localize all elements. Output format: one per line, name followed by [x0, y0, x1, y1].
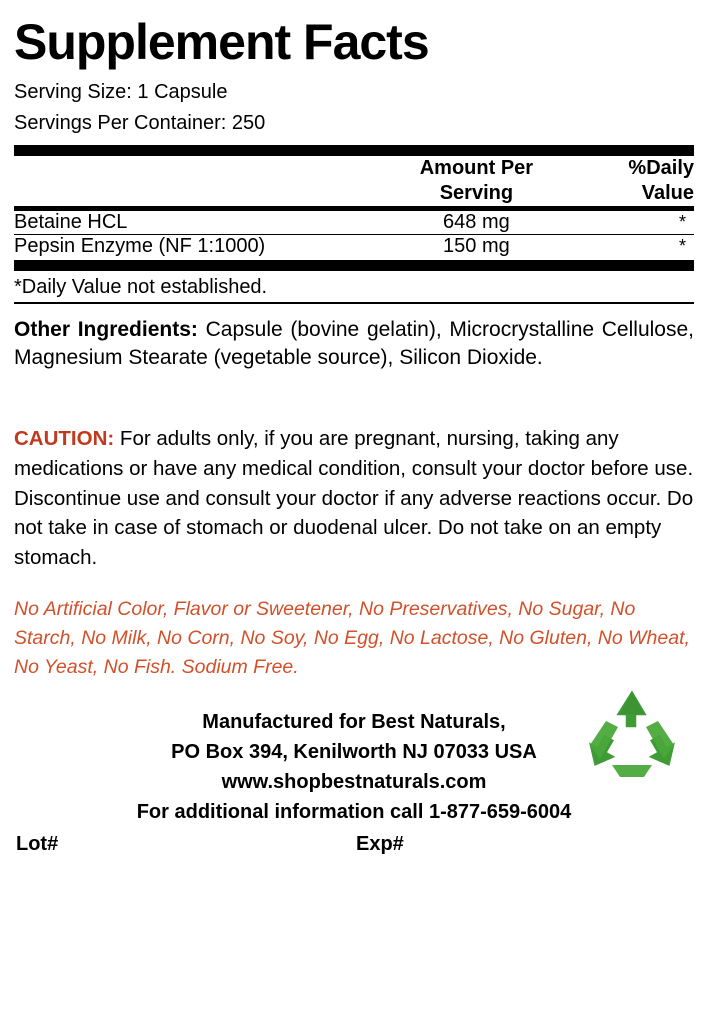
caution-text: For adults only, if you are pregnant, nursing, taking any medications or have any medical condition, consult your doctor before use. Discontinue use and consult your doctor if any adverse reactions occur. Do not take in case of stomach or duodenal ulcer. Do not take on an empty stomach.: [14, 427, 694, 570]
table-header-row: [14, 156, 694, 206]
serving-size-text: Serving Size: 1 Capsule: [14, 80, 228, 103]
caution-block: [14, 424, 694, 573]
free-from-claims: No Artificial Color, Flavor or Sweetener, No Preservatives, No Sugar, No Starch, No Milk, No Corn, No Soy, No Egg, No Lactose, No Gluten, No Wheat, No Yeast, No Fish. Sodium Free.: [14, 597, 690, 679]
table-row: [14, 211, 694, 235]
row-1-name: Pepsin Enzyme (NF 1:1000): [14, 234, 266, 257]
table-row: [14, 235, 694, 258]
divider-thick-top: [14, 145, 694, 156]
row-1-daily-value: *: [678, 235, 686, 256]
header-dv-line2: Value: [641, 181, 694, 204]
header-amount-line2: Serving: [439, 181, 514, 204]
page-title: Supplement Facts: [14, 14, 429, 70]
manufacturer-footer: [14, 707, 694, 827]
footer-line-website[interactable]: www.shopbestnaturals.com: [221, 770, 487, 793]
row-1-amount: 150 mg: [443, 234, 510, 257]
row-0-daily-value: *: [678, 211, 686, 232]
divider-below-footnote: [14, 302, 694, 304]
divider-thick-bottom: [14, 260, 694, 271]
daily-value-footnote: *Daily Value not established.: [14, 275, 268, 298]
exp-label: Exp#: [356, 832, 404, 855]
servings-per-container-text: Servings Per Container: 250: [14, 111, 266, 134]
recycle-icon: [580, 685, 684, 781]
header-dv-line1: %Daily: [628, 156, 694, 179]
footer-line-phone: For additional information call 1-877-659-6004: [136, 800, 572, 823]
header-nutrient: [14, 156, 381, 206]
other-ingredients: [14, 316, 694, 373]
lot-exp-line: [14, 833, 694, 856]
footer-line-address: PO Box 394, Kenilworth NJ 07033 USA: [171, 740, 537, 763]
other-ingredients-text: Capsule (bovine gelatin), Microcrystalline Cellulose, Magnesium Stearate (vegetable source), Silicon Dioxide.: [14, 317, 694, 369]
row-0-amount: 648 mg: [443, 210, 510, 233]
caution-label: CAUTION:: [14, 427, 115, 451]
nutrition-table: [14, 156, 694, 206]
other-ingredients-label: Other Ingredients:: [14, 317, 198, 341]
header-amount-per-serving: [381, 156, 571, 206]
footer-line-manufacturer: Manufactured for Best Naturals,: [202, 710, 506, 733]
header-amount-line1: Amount Per: [419, 156, 534, 179]
lot-label: Lot#: [16, 832, 59, 855]
header-daily-value: [572, 156, 694, 206]
nutrition-rows: [14, 211, 694, 258]
row-0-name: Betaine HCL: [14, 210, 128, 233]
